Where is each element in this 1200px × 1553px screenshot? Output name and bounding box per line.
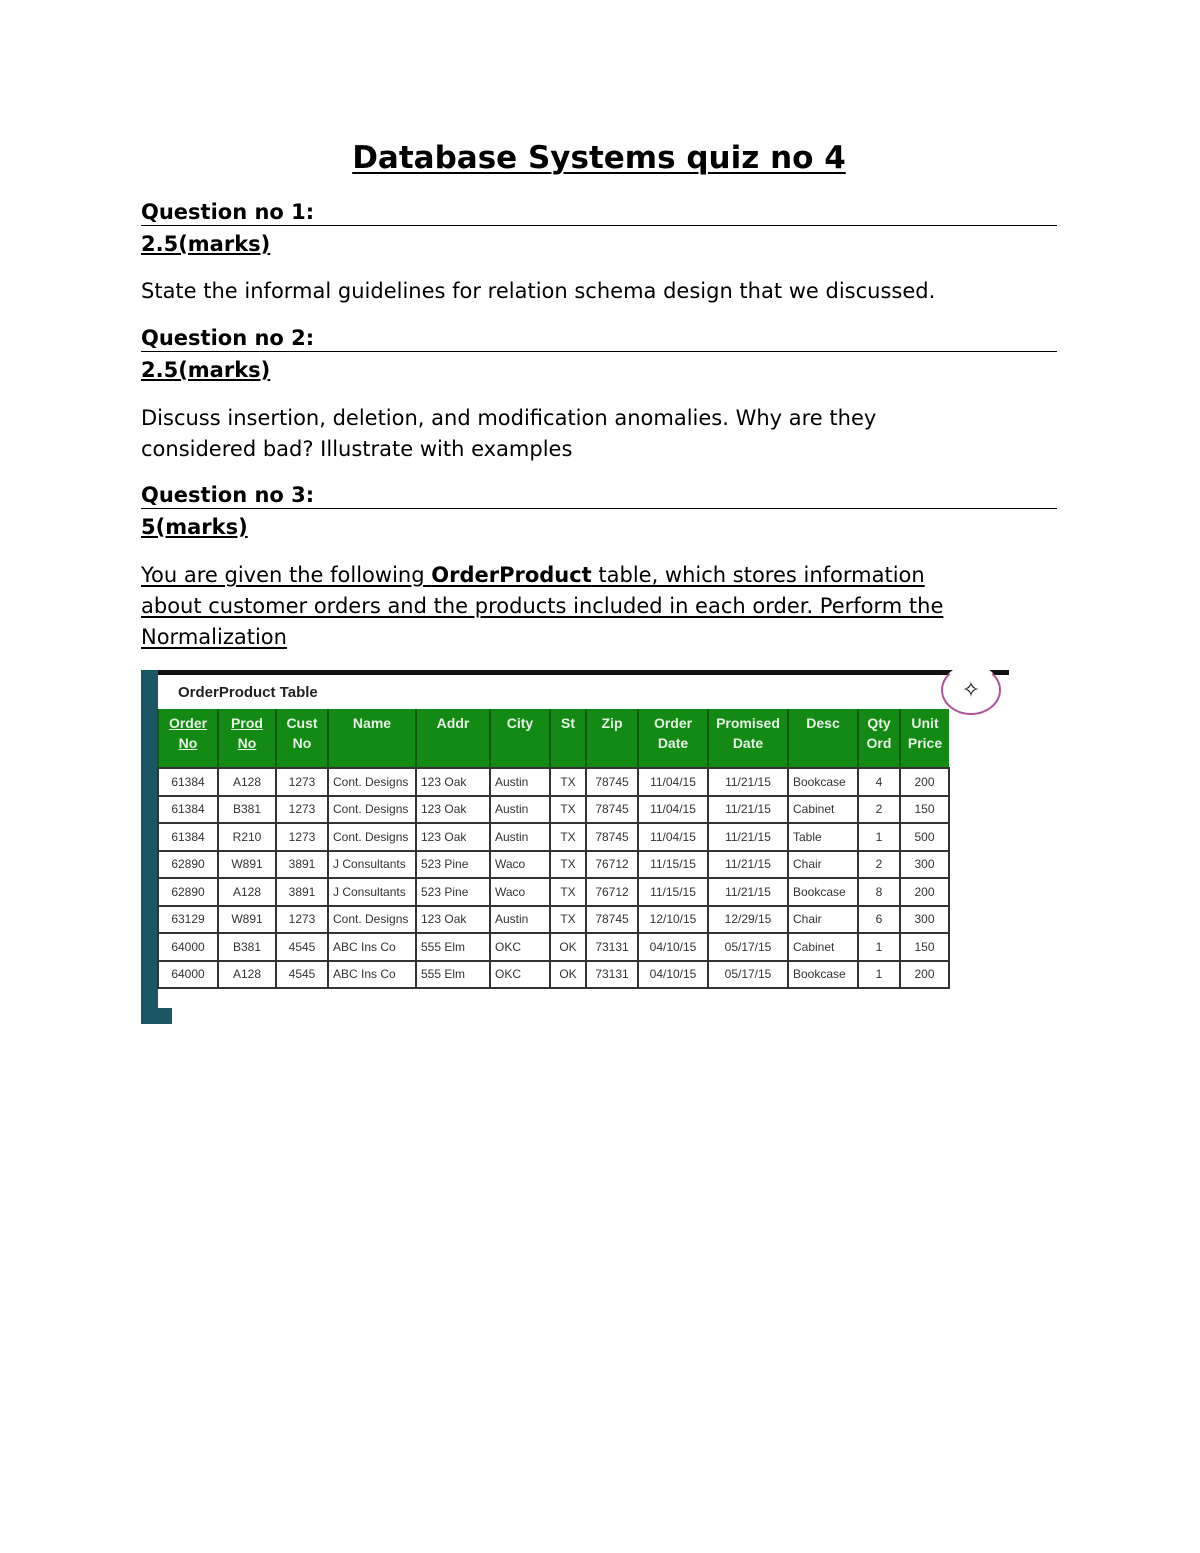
slide-top-border [141, 670, 1009, 675]
question-1-body: State the informal guidelines for relation schema design that we discussed. [141, 279, 936, 303]
column-header-zip: Zip [586, 709, 638, 768]
orderproduct-table-image [141, 670, 1009, 1024]
table-row: 64000 B381 4545 ABC Ins Co 555 Elm OKC OK 73131 04/10/15 05/17/15 Cabinet 1 150 [158, 933, 949, 961]
table-header-row [158, 709, 949, 768]
column-header-st: St [550, 709, 586, 768]
question-3-body-line-3: Normalization [141, 625, 287, 649]
slide-left-accent [141, 670, 158, 1024]
column-header-order-date: Order Date [638, 709, 708, 768]
column-header-desc: Desc [788, 709, 858, 768]
table-row: 62890 A128 3891 J Consultants 523 Pine Waco TX 76712 11/15/15 11/21/15 Bookcase 8 200 [158, 878, 949, 906]
orderproduct-table [157, 709, 950, 989]
question-2-marks: 2.5(marks) [141, 358, 271, 382]
question-3-heading: Question no 3: [141, 482, 1057, 509]
column-header-city: City [490, 709, 550, 768]
table-body [158, 768, 949, 988]
question-2-body-line-1: Discuss insertion, deletion, and modification anomalies. Why are they [141, 406, 877, 430]
question-1-heading: Question no 1: [141, 199, 1057, 226]
column-header-name: Name [328, 709, 416, 768]
table-row: 61384 B381 1273 Cont. Designs 123 Oak Austin TX 78745 11/04/15 11/21/15 Cabinet 2 150 [158, 796, 949, 824]
table-name-emphasis: OrderProduct [431, 563, 592, 587]
question-3-body-line-1: You are given the following OrderProduct table, which stores information [141, 563, 925, 587]
table-row: 61384 R210 1273 Cont. Designs 123 Oak Austin TX 78745 11/04/15 11/21/15 Table 1 500 [158, 823, 949, 851]
table-row: 64000 A128 4545 ABC Ins Co 555 Elm OKC OK 73131 04/10/15 05/17/15 Bookcase 1 200 [158, 961, 949, 989]
question-3-body [141, 560, 1057, 653]
column-header-qty-ord: Qty Ord [858, 709, 900, 768]
question-2-heading: Question no 2: [141, 325, 1057, 352]
column-header-promised-date: Promised Date [708, 709, 788, 768]
column-header-cust-no: Cust No [276, 709, 328, 768]
table-row: 62890 W891 3891 J Consultants 523 Pine Waco TX 76712 11/15/15 11/21/15 Chair 2 300 [158, 851, 949, 879]
column-header-order-no: Order No [158, 709, 218, 768]
column-header-prod-no: Prod No [218, 709, 276, 768]
table-row: 61384 A128 1273 Cont. Designs 123 Oak Austin TX 78745 11/04/15 11/21/15 Bookcase 4 200 [158, 768, 949, 796]
question-3-marks: 5(marks) [141, 515, 248, 539]
column-header-unit-price: Unit Price [900, 709, 949, 768]
slide-left-accent-foot [158, 1008, 172, 1024]
column-header-addr: Addr [416, 709, 490, 768]
question-3-body-line-2: about customer orders and the products included in each order. Perform the [141, 594, 944, 618]
sparkle-icon[interactable]: ✧ [941, 665, 1001, 715]
document-title: Database Systems quiz no 4 [352, 140, 846, 176]
table-row: 63129 W891 1273 Cont. Designs 123 Oak Austin TX 78745 12/10/15 12/29/15 Chair 6 300 [158, 906, 949, 934]
question-2-body [141, 403, 1057, 465]
question-1-marks: 2.5(marks) [141, 232, 271, 256]
table-caption: OrderProduct Table [178, 684, 318, 701]
question-2-body-line-2: considered bad? Illustrate with examples [141, 437, 573, 461]
